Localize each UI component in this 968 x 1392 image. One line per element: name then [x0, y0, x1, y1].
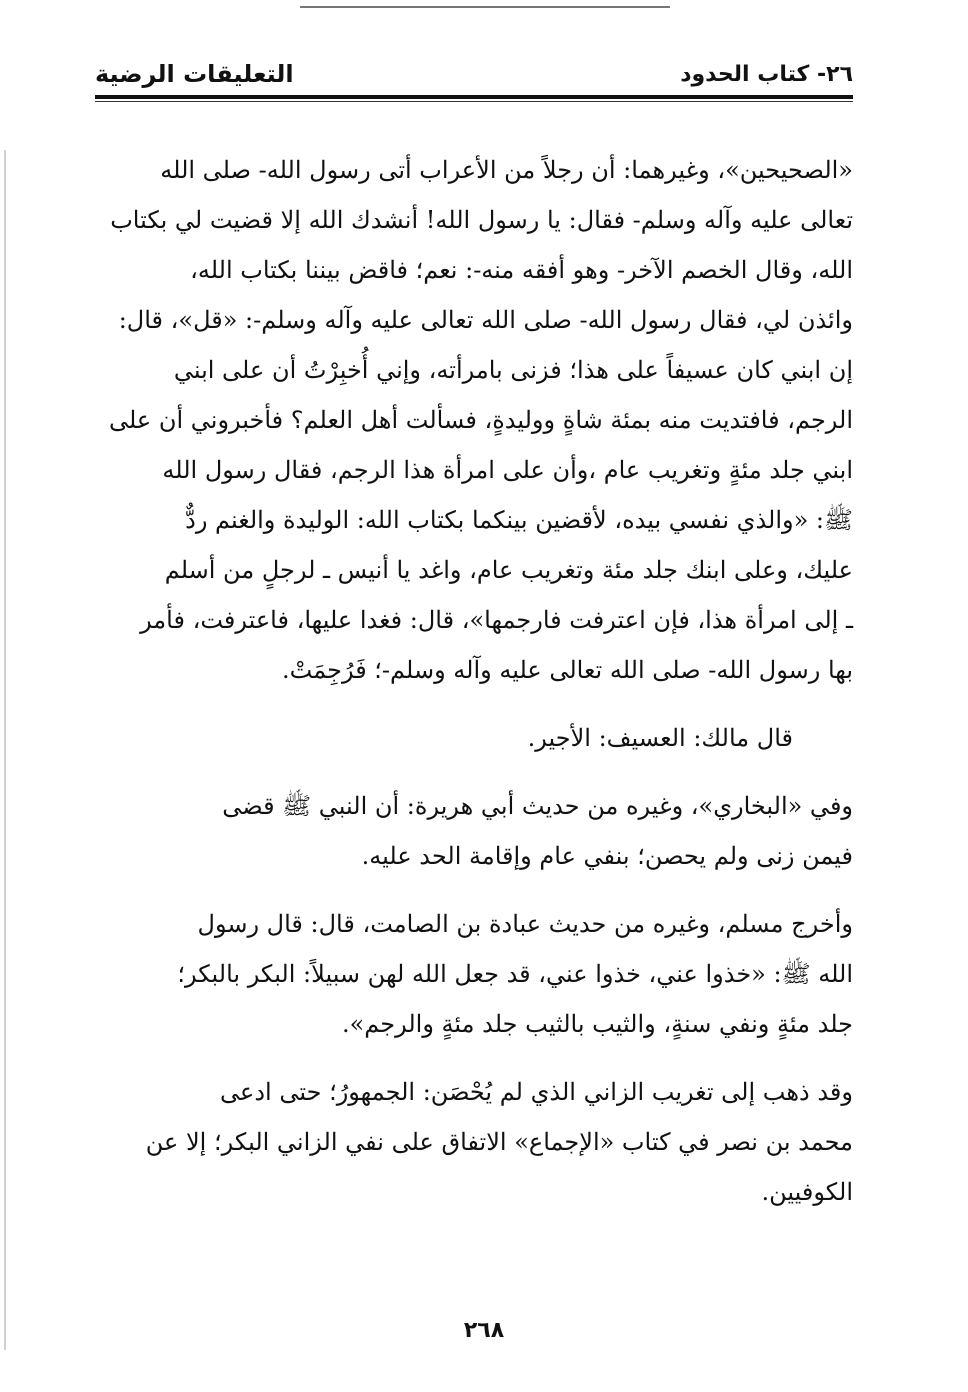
paragraph-majority-opinion: وقد ذهب إلى تغريب الزاني الذي لم يُحْصَن: الجمهورُ؛ حتى ادعى محمد بن نصر في كتاب «الإجماع» الاتفاق على نفي الزاني البكر؛ إلا عن الكوفيين. [145, 1078, 853, 1206]
page-number: ٢٦٨ [463, 1318, 505, 1343]
running-header [95, 60, 853, 94]
paragraph-bukhari: وفي «البخاري»، وغيره من حديث أبي هريرة: أن النبي ﷺ قضى فيمن زنى ولم يحصن؛ بنفي عام وإقامة الحد عليه. [222, 792, 853, 870]
top-edge-rule [300, 6, 670, 8]
paragraph-hadith-asif: «الصحيحين»، وغيرهما: أن رجلاً من الأعراب أتى رسول الله- صلى الله تعالى عليه وآله وسلم- فقال: يا رسول الله! أنشدك الله إلا قضيت لي بكتاب الله، وقال الخصم الآخر- وهو أفقه منه-: نعم؛ فاقض بيننا بكتاب الله، وائذن لي، فقال رسول الله- صلى الله تعالى عليه وآله وسلم-: «قل»، قال: إن ابني كان عسيفاً على هذا؛ فزنى بامرأته، وإني أُخبِرْتُ أن على ابني الرجم، فافتديت منه بمئة شاةٍ ووليدةٍ، فسألت أهل العلم؟ فأخبروني أن على ابني جلد مئةٍ وتغريب عام ،وأن على امرأة هذا الرجم، فقال رسول الله ﷺ: «والذي نفسي بيده، لأقضين بينكما بكتاب الله: الوليدة والغنم ردٌّ عليك، وعلى ابنك جلد مئة وتغريب عام، واغد يا أنيس ـ لرجلٍ من أسلم ـ إلى امرأة هذا، فإن اعترفت فارجمها»، قال: فغدا عليها، فاعترفت، فأمر بها رسول الله- صلى الله تعالى عليه وآله وسلم-؛ فَرُجِمَتْ. [108, 156, 853, 684]
paragraph-malik-definition: قال مالك: العسيف: الأجير. [527, 724, 793, 752]
paragraph-muslim: وأخرج مسلم، وغيره من حديث عبادة بن الصامت، قال: قال رسول الله ﷺ: «خذوا عني، خذوا عني، قد جعل الله لهن سبيلاً: البكر بالبكر؛ جلد مئةٍ ونفي سنةٍ، والثيب بالثيب جلد مئةٍ والرجم». [177, 910, 853, 1038]
binding-margin-line [4, 150, 6, 1350]
book-title: التعليقات الرضية [95, 60, 294, 88]
header-divider [95, 95, 853, 99]
chapter-title: ٢٦- كتاب الحدود [680, 62, 853, 87]
header-divider-thin [95, 101, 853, 102]
main-text [95, 145, 853, 1217]
